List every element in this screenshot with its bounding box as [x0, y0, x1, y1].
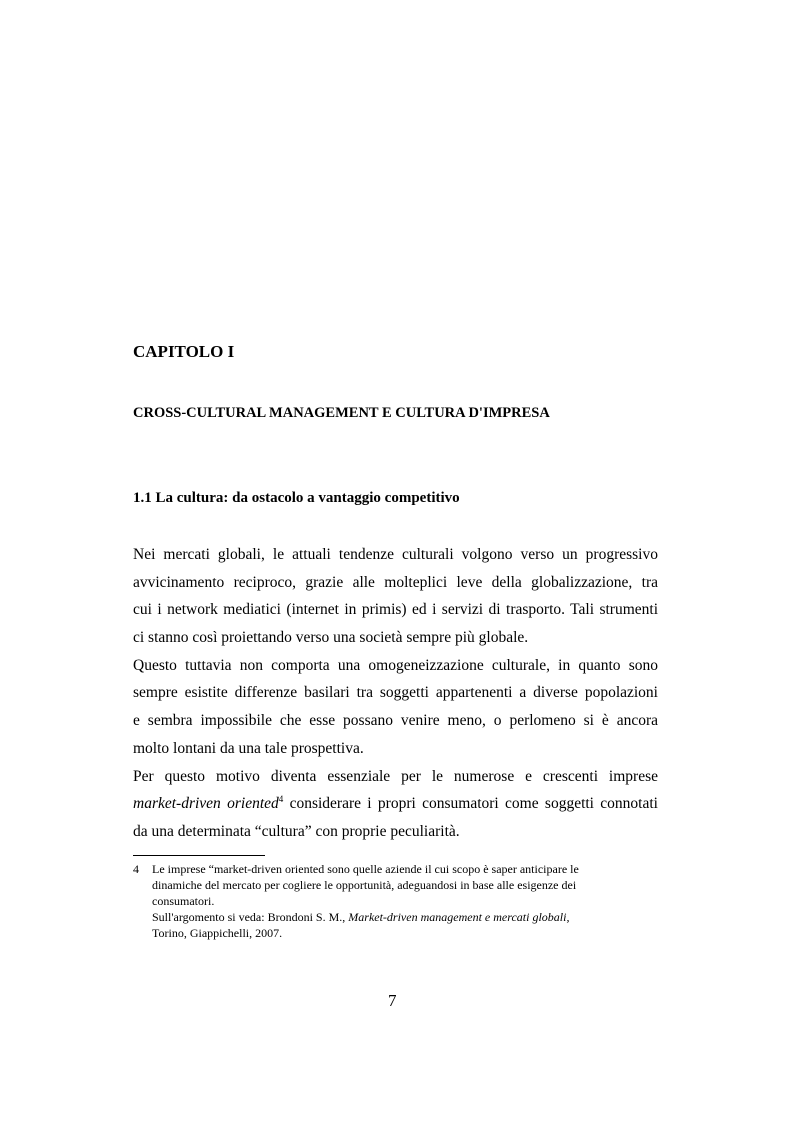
- italic-term: market-driven oriented: [133, 795, 279, 813]
- footnote-line: dinamiche del mercato per cogliere le opportunità, adeguandosi in base alle esigenze dei: [152, 878, 577, 892]
- body-line: Per questo motivo diventa essenziale per le numerose e crescenti imprese: [133, 767, 658, 785]
- chapter-subtitle: CROSS-CULTURAL MANAGEMENT E CULTURA D'IMPRESA: [133, 405, 550, 421]
- citation-title: Market-driven management e mercati globali,: [348, 910, 570, 924]
- section-title: 1.1 La cultura: da ostacolo a vantaggio competitivo: [133, 490, 460, 506]
- footnote-reference[interactable]: 4: [278, 794, 284, 805]
- citation-prefix: Sull'argomento si veda: Brondoni S. M.,: [152, 910, 349, 924]
- footnote-separator: [133, 855, 265, 856]
- body-line: sempre esistite differenze basilari tra soggetti appartenenti a diverse popolazioni: [133, 684, 658, 702]
- footnote-citation: [152, 909, 652, 925]
- chapter-title: CAPITOLO I: [133, 342, 235, 361]
- footnote-line: consumatori.: [152, 894, 215, 908]
- body-line-rest: considerare i propri consumatori come soggetti connotati: [283, 795, 658, 813]
- body-line: ci stanno così proiettando verso una società sempre più globale.: [133, 629, 529, 647]
- footnote-line: Le imprese “market-driven oriented sono quelle aziende il cui scopo è saper anticipare le: [152, 862, 579, 876]
- body-line: avvicinamento reciproco, grazie alle molteplici leve della globalizzazione, tra: [133, 573, 658, 591]
- page-number: 7: [388, 991, 397, 1010]
- footnote-number: 4: [133, 862, 139, 876]
- body-line: Questo tuttavia non comporta una omogeneizzazione culturale, in quanto sono: [133, 656, 658, 674]
- body-line-with-footnote: [133, 790, 658, 818]
- footnote-text: [152, 861, 652, 941]
- footnote-line: Torino, Giappichelli, 2007.: [152, 926, 283, 940]
- body-line: molto lontani da una tale prospettiva.: [133, 739, 364, 757]
- body-line: e sembra impossibile che esse possano venire meno, o perlomeno si è ancora: [133, 712, 658, 730]
- body-paragraphs: [133, 541, 658, 846]
- body-line: da una determinata “cultura” con proprie peculiarità.: [133, 822, 460, 840]
- body-line: cui i network mediatici (internet in primis) ed i servizi di trasporto. Tali strumenti: [133, 601, 658, 619]
- body-line: Nei mercati globali, le attuali tendenze culturali volgono verso un progressivo: [133, 546, 658, 563]
